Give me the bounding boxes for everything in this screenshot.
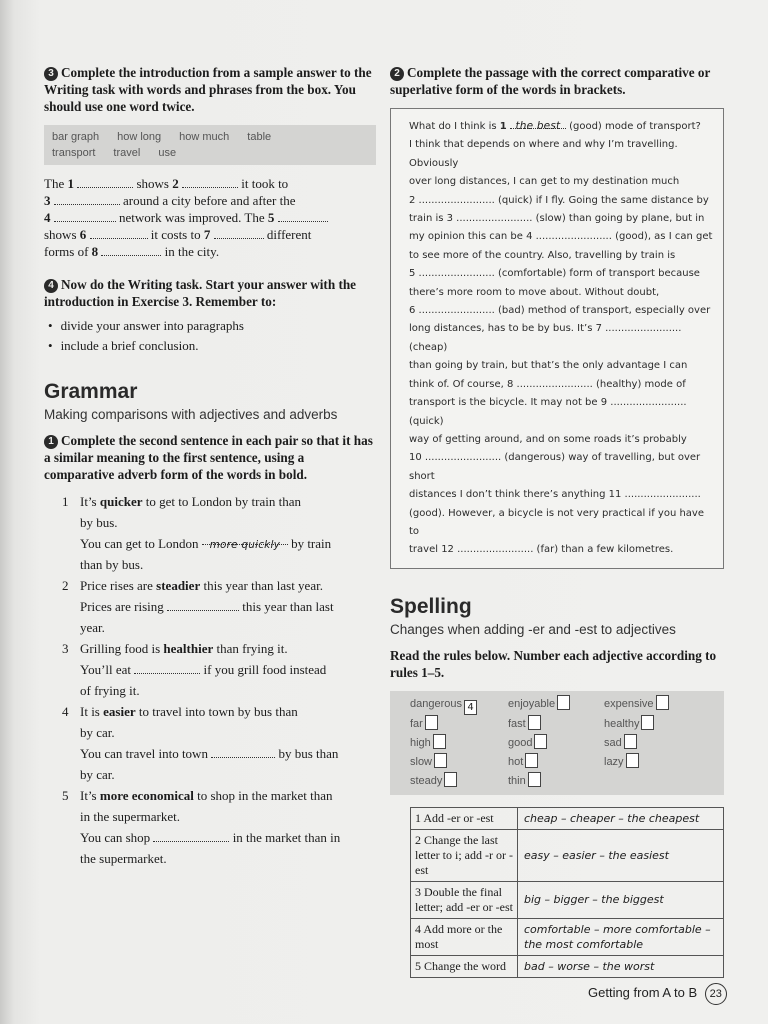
adjective-item: lazy bbox=[604, 753, 714, 772]
exercise-number-badge: 2 bbox=[390, 67, 404, 81]
number-box[interactable] bbox=[624, 734, 637, 749]
number-box[interactable] bbox=[557, 695, 570, 710]
grammar-item: 1 It’s quicker to get to London by train than by bus. You can get to London more quickly by train than by bus. bbox=[62, 494, 332, 572]
exercise-number-badge: 3 bbox=[44, 67, 58, 81]
passage-line: 5 ........................ (comfortable) form of transport because bbox=[409, 268, 700, 280]
passage-line-1: What do I think is 1 the best (good) mode of transport? bbox=[409, 117, 713, 136]
number-box[interactable] bbox=[444, 772, 457, 787]
answer-gap[interactable] bbox=[202, 533, 288, 551]
adjective-item: fast bbox=[508, 715, 604, 734]
exercise-number-badge: 4 bbox=[44, 279, 58, 293]
grammar-exercise-1-instruction: 1 Complete the second sentence in each pair so that it has a similar meaning to the first sentence, using a comparative adverb form of the words in bold. bbox=[44, 433, 373, 482]
rule-cell: 4 Add more or the most bbox=[411, 918, 518, 955]
passage-line: way of getting around, and on some roads it’s probably bbox=[409, 433, 687, 445]
example-cell: bad – worse – the worst bbox=[518, 955, 724, 977]
spelling-heading: Spelling bbox=[390, 594, 472, 618]
passage-line: travel 12 ........................ (far) than a few kilometres. bbox=[409, 544, 674, 556]
answer-gap[interactable] bbox=[54, 193, 120, 205]
word-box-item: how long bbox=[117, 131, 162, 143]
word-box-item: transport bbox=[52, 147, 96, 159]
answer-gap[interactable] bbox=[211, 746, 275, 758]
grammar-item: 3 Grilling food is healthier than frying it. You’ll eat if you grill food instead of frying it. bbox=[62, 641, 327, 698]
number-box[interactable] bbox=[433, 734, 446, 749]
number-box[interactable] bbox=[626, 753, 639, 768]
exercise-3-instruction: 3 Complete the introduction from a sample answer to the Writing task with words and phrases from the box. You should use one word twice. bbox=[44, 65, 372, 114]
number-box[interactable] bbox=[434, 753, 447, 768]
table-row bbox=[411, 955, 724, 977]
grammar-items bbox=[44, 491, 376, 869]
spelling-instruction: Read the rules below. Number each adjective according to rules 1–5. bbox=[390, 647, 717, 680]
adjective-item: expensive bbox=[604, 695, 714, 715]
right-column bbox=[390, 64, 724, 978]
word-box-item: use bbox=[158, 147, 177, 159]
table-row bbox=[411, 918, 724, 955]
table-row bbox=[411, 829, 724, 881]
example-cell: comfortable – more comfortable – the most comfortable bbox=[518, 918, 724, 955]
bullet-item: • divide your answer into paragraphs bbox=[44, 316, 376, 336]
passage-line: there’s more room to move about. Without doubt, bbox=[409, 286, 660, 298]
passage-line: train is 3 ........................ (slow) than going by plane, but in bbox=[409, 213, 705, 225]
rule-cell: 1 Add -er or -est bbox=[411, 807, 518, 829]
grammar-item: 4 It is easier to travel into town by bus than by car. You can travel into town by bus than by car. bbox=[62, 704, 339, 782]
answer-gap[interactable] bbox=[134, 662, 200, 674]
passage-line: to see more of the country. Also, travelling by train is bbox=[409, 249, 676, 261]
number-box[interactable] bbox=[534, 734, 547, 749]
answer-gap[interactable] bbox=[214, 227, 264, 239]
answer-gap[interactable] bbox=[278, 210, 328, 222]
passage-box bbox=[390, 108, 724, 569]
passage-line: my opinion this can be 4 ........................ (good), as I can get bbox=[409, 231, 713, 243]
table-row bbox=[411, 881, 724, 918]
table-row bbox=[411, 807, 724, 829]
passage-line: transport is the bicycle. It may not be 9 ........................ (quick) bbox=[409, 397, 687, 427]
adjective-item: thin bbox=[508, 772, 604, 791]
example-cell: easy – easier – the easiest bbox=[518, 829, 724, 881]
footer-unit-title: Getting from A to B bbox=[588, 985, 698, 1000]
answer-gap[interactable] bbox=[77, 176, 133, 188]
example-cell: big – bigger – the biggest bbox=[518, 881, 724, 918]
passage-line: over long distances, I can get to my destination much bbox=[409, 176, 680, 188]
passage-line: (good). However, a bicycle is not very practical if you have to bbox=[409, 507, 704, 537]
passage-line: I think that depends on where and why I’m travelling. Obviously bbox=[409, 139, 678, 169]
number-box[interactable] bbox=[525, 753, 538, 768]
exercise-number-badge: 1 bbox=[44, 435, 58, 449]
answer-gap[interactable] bbox=[182, 176, 238, 188]
adjective-box bbox=[390, 691, 724, 795]
number-box[interactable] bbox=[425, 715, 438, 730]
passage-line: 2 ........................ (quick) if I fly. Going the same distance by bbox=[409, 194, 709, 206]
page-number: 23 bbox=[705, 983, 727, 1005]
rule-cell: 2 Change the last letter to i; add -r or -est bbox=[411, 829, 518, 881]
rule-cell: 5 Change the word bbox=[411, 955, 518, 977]
passage-line: distances I don’t think there’s anything 11 ........................ bbox=[409, 489, 701, 501]
adjective-item: far bbox=[410, 715, 508, 734]
adjective-item: hot bbox=[508, 753, 604, 772]
number-box[interactable] bbox=[641, 715, 654, 730]
left-column bbox=[44, 64, 376, 869]
handwritten-answer: the best bbox=[515, 120, 561, 132]
grammar-subtitle: Making comparisons with adjectives and adverbs bbox=[44, 407, 338, 422]
exercise-2-instruction: 2 Complete the passage with the correct comparative or superlative form of the words in brackets. bbox=[390, 65, 711, 97]
adjective-item: dangerous 4 bbox=[410, 695, 508, 715]
adjective-item: slow bbox=[410, 753, 508, 772]
adjective-item: healthy bbox=[604, 715, 714, 734]
passage-line: than going by train, but that’s the only advantage I can bbox=[409, 360, 688, 372]
rule-cell: 3 Double the final letter; add -er or -est bbox=[411, 881, 518, 918]
bullet-item: • include a brief conclusion. bbox=[44, 336, 376, 356]
adjective-item: high bbox=[410, 734, 508, 753]
spelling-rules-table bbox=[410, 807, 724, 978]
number-box[interactable] bbox=[656, 695, 669, 710]
adjective-item: sad bbox=[604, 734, 714, 753]
exercise-3-text: The 1 shows 2 it took to 3 around a city before and after the 4 network was improved. The 5 shows 6 it costs to 7 different forms of 8 in the city. bbox=[44, 175, 376, 260]
passage-line: 6 ........................ (bad) method of transport, especially over bbox=[409, 305, 711, 317]
grammar-item: 5 It’s more economical to shop in the market than in the supermarket. You can shop in the market than in the supermarket. bbox=[62, 788, 341, 866]
word-box-item: table bbox=[247, 131, 272, 143]
answer-gap[interactable] bbox=[510, 117, 566, 132]
page-footer bbox=[588, 983, 727, 1005]
word-box bbox=[44, 125, 376, 165]
adjective-item: steady bbox=[410, 772, 508, 791]
exercise-4-instruction: 4 Now do the Writing task. Start your answer with the introduction in Exercise 3. Remember to: bbox=[44, 277, 357, 309]
number-box[interactable]: 4 bbox=[464, 700, 477, 715]
number-box[interactable] bbox=[528, 772, 541, 787]
number-box[interactable] bbox=[528, 715, 541, 730]
adjective-item: enjoyable bbox=[508, 695, 604, 715]
answer-gap[interactable] bbox=[54, 210, 116, 222]
answer-gap[interactable] bbox=[167, 599, 239, 611]
grammar-heading: Grammar bbox=[44, 380, 138, 403]
passage-line: think of. Of course, 8 ........................ (healthy) mode of bbox=[409, 378, 686, 390]
word-box-item: how much bbox=[179, 131, 230, 143]
answer-gap[interactable] bbox=[101, 244, 161, 256]
word-box-item: bar graph bbox=[52, 131, 100, 143]
exercise-4-bullets bbox=[44, 316, 376, 356]
answer-gap[interactable] bbox=[153, 830, 229, 842]
word-box-item: travel bbox=[113, 147, 141, 159]
handwritten-answer: more quickly bbox=[209, 539, 280, 551]
answer-gap[interactable] bbox=[90, 227, 148, 239]
passage-line: 10 ........................ (dangerous) way of travelling, but over short bbox=[409, 452, 701, 482]
spelling-subtitle: Changes when adding -er and -est to adjectives bbox=[390, 621, 676, 637]
grammar-item: 2 Price rises are steadier this year than last year. Prices are rising this year than last year. bbox=[62, 578, 334, 635]
example-cell: cheap – cheaper – the cheapest bbox=[518, 807, 724, 829]
passage-line: long distances, has to be by bus. It’s 7 ........................ (cheap) bbox=[409, 323, 682, 353]
adjective-item: good bbox=[508, 734, 604, 753]
